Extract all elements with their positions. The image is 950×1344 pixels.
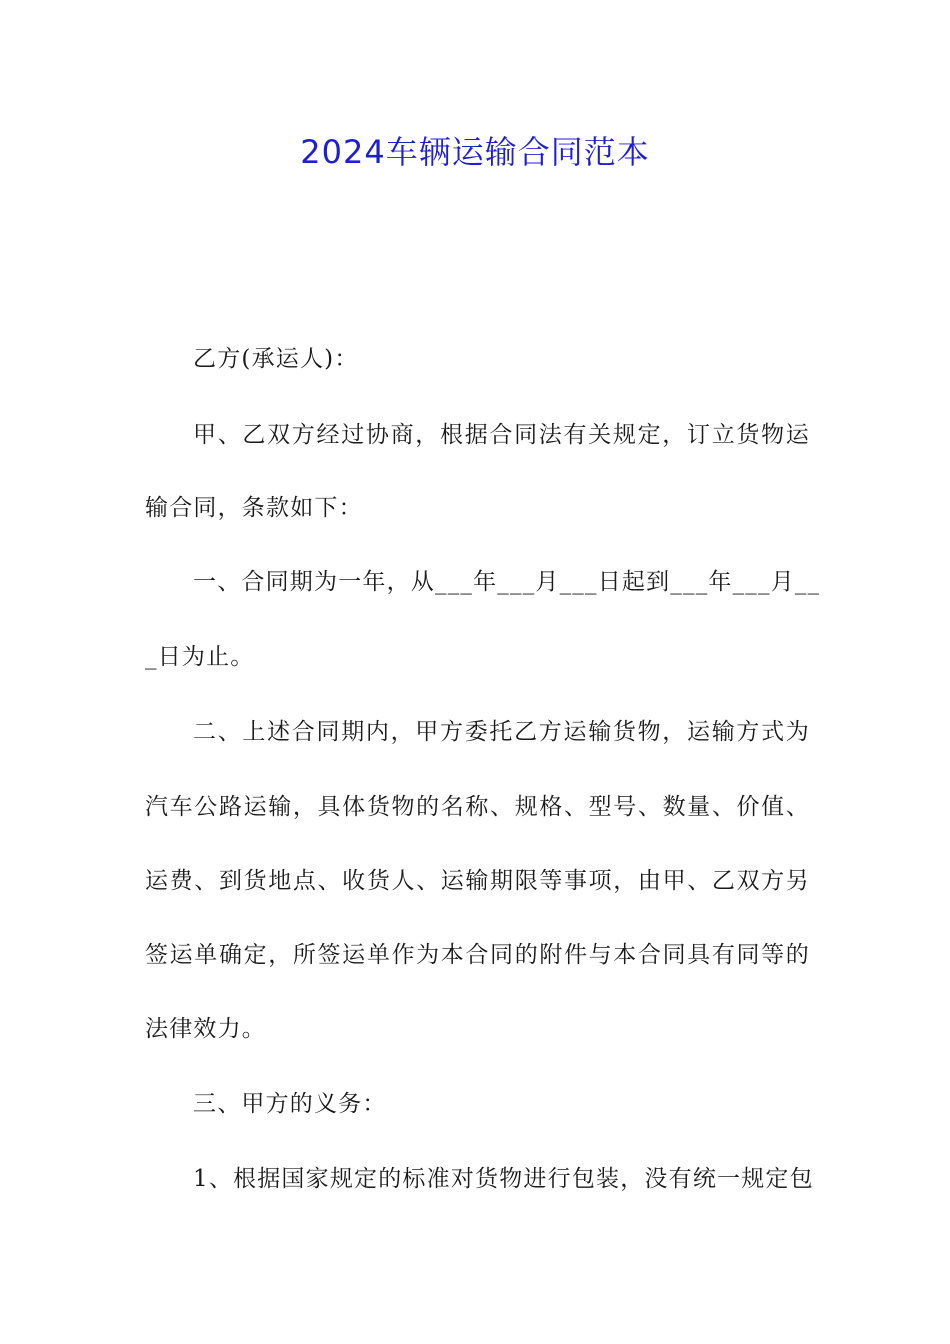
paragraph-intro-line-2: 输合同，条款如下：	[145, 495, 363, 521]
clause-3-heading: 三、甲方的义务：	[193, 1091, 387, 1117]
clause-2-line-5: 法律效力。	[145, 1016, 266, 1042]
clause-2-line-4: 签运单确定，所签运单作为本合同的附件与本合同具有同等的	[145, 942, 810, 968]
clause-3-item-1-line-1: 1、根据国家规定的标准对货物进行包装，没有统一规定包	[193, 1166, 814, 1192]
clause-1-line-1: 一、合同期为一年，从___年___月___日起到___年___月__	[193, 569, 821, 595]
document-title: 2024车辆运输合同范本	[300, 133, 650, 171]
clause-2-line-3: 运费、到货地点、收货人、运输期限等事项，由甲、乙双方另	[145, 868, 810, 894]
party-b-line: 乙方(承运人)：	[193, 346, 359, 372]
paragraph-intro-line-1: 甲、乙双方经过协商，根据合同法有关规定，订立货物运	[193, 422, 810, 448]
clause-2-line-1: 二、上述合同期内，甲方委托乙方运输货物，运输方式为	[193, 719, 810, 745]
clause-1-line-2: _日为止。	[145, 644, 255, 670]
clause-2-line-2: 汽车公路运输，具体货物的名称、规格、型号、数量、价值、	[145, 794, 810, 820]
